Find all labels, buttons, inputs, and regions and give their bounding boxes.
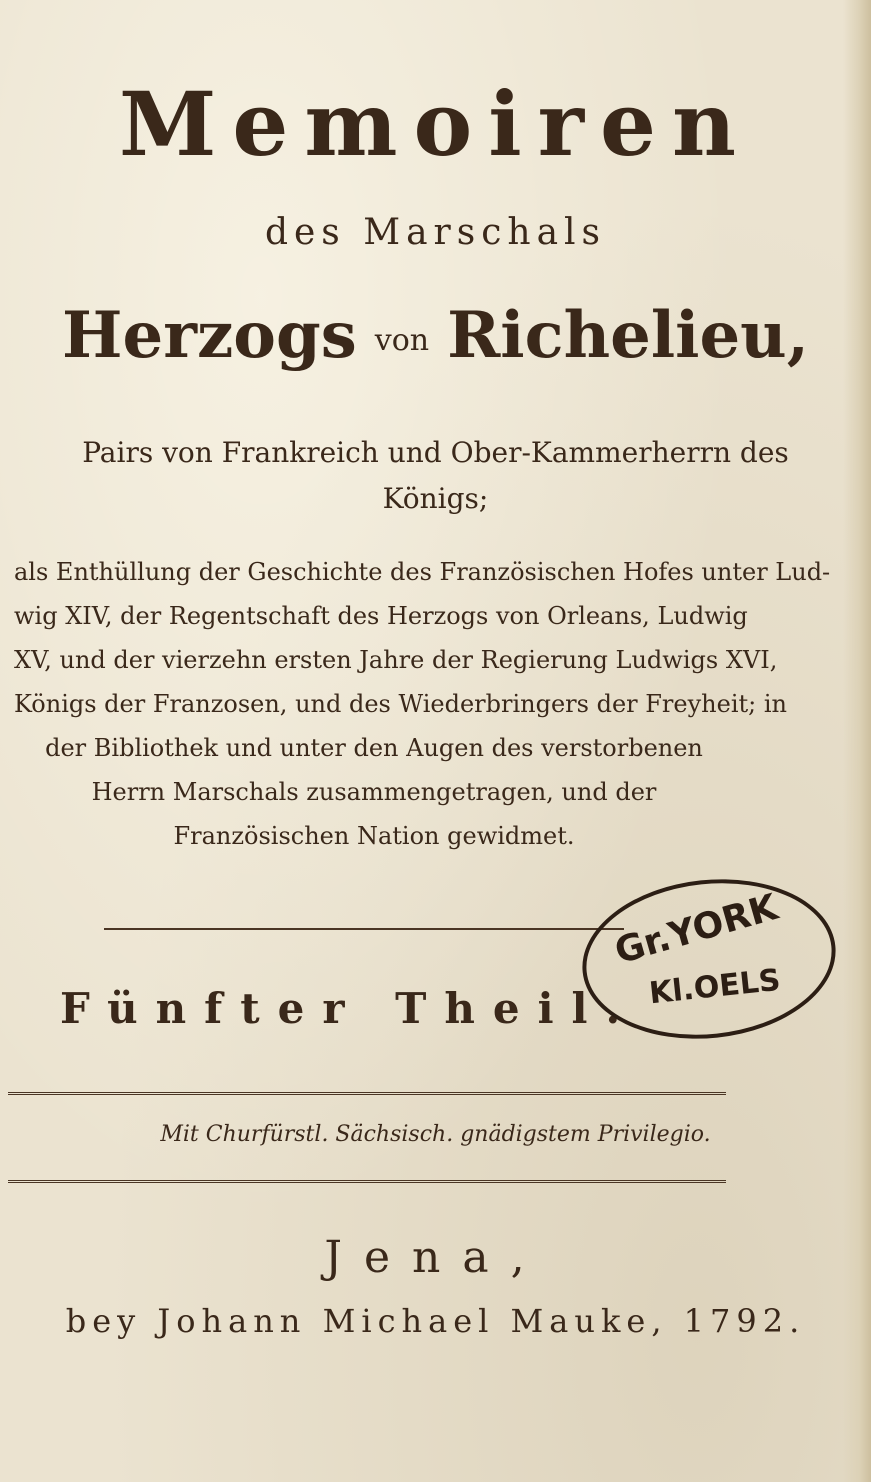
privilege-notice: Mit Churfürstl. Sächsisch. gnädigstem Privilegio. — [160, 1122, 711, 1147]
book-title: Memoiren — [119, 72, 752, 176]
description-line: der Bibliothek und unter den Augen des verstorbenen — [45, 734, 703, 762]
subject-name-von: von — [374, 323, 430, 358]
subject-titles-line-2: Königs; — [382, 482, 489, 515]
description-line: Französischen Nation gewidmet. — [173, 822, 575, 850]
subject-titles-line-1: Pairs von Frankreich und Ober-Kammerherrn des — [82, 436, 789, 469]
stamp-line-2: Kl.OELS — [647, 962, 783, 1012]
divider-rule — [8, 1092, 726, 1095]
description-line: Herrn Marschals zusammengetragen, und der — [91, 778, 657, 806]
stamp-line-1: Gr.YORK — [610, 886, 783, 973]
subject-name-part2: Richelieu, — [447, 298, 809, 373]
publication-place: Jena, — [324, 1232, 547, 1283]
description-line: XV, und der vierzehn ersten Jahre der Regierung Ludwigs XVI, — [14, 646, 778, 674]
publisher-imprint: bey Johann Michael Mauke, 1792. — [65, 1302, 806, 1340]
divider-rule — [8, 1180, 726, 1183]
description-line: als Enthüllung der Geschichte des Französischen Hofes unter Lud- — [14, 558, 831, 586]
volume-label: Fünfter Theil. — [60, 984, 639, 1033]
book-subtitle: des Marschals — [264, 212, 607, 253]
description-paragraph — [14, 550, 831, 858]
divider-rule — [104, 928, 624, 930]
subject-titles — [0, 430, 871, 522]
subject-name — [0, 298, 871, 373]
description-line: Königs der Franzosen, und des Wiederbringers der Freyheit; in — [14, 690, 787, 718]
description-line: wig XIV, der Regentschaft des Herzogs von Orleans, Ludwig — [14, 602, 748, 630]
subject-name-part1: Herzogs — [62, 298, 357, 373]
